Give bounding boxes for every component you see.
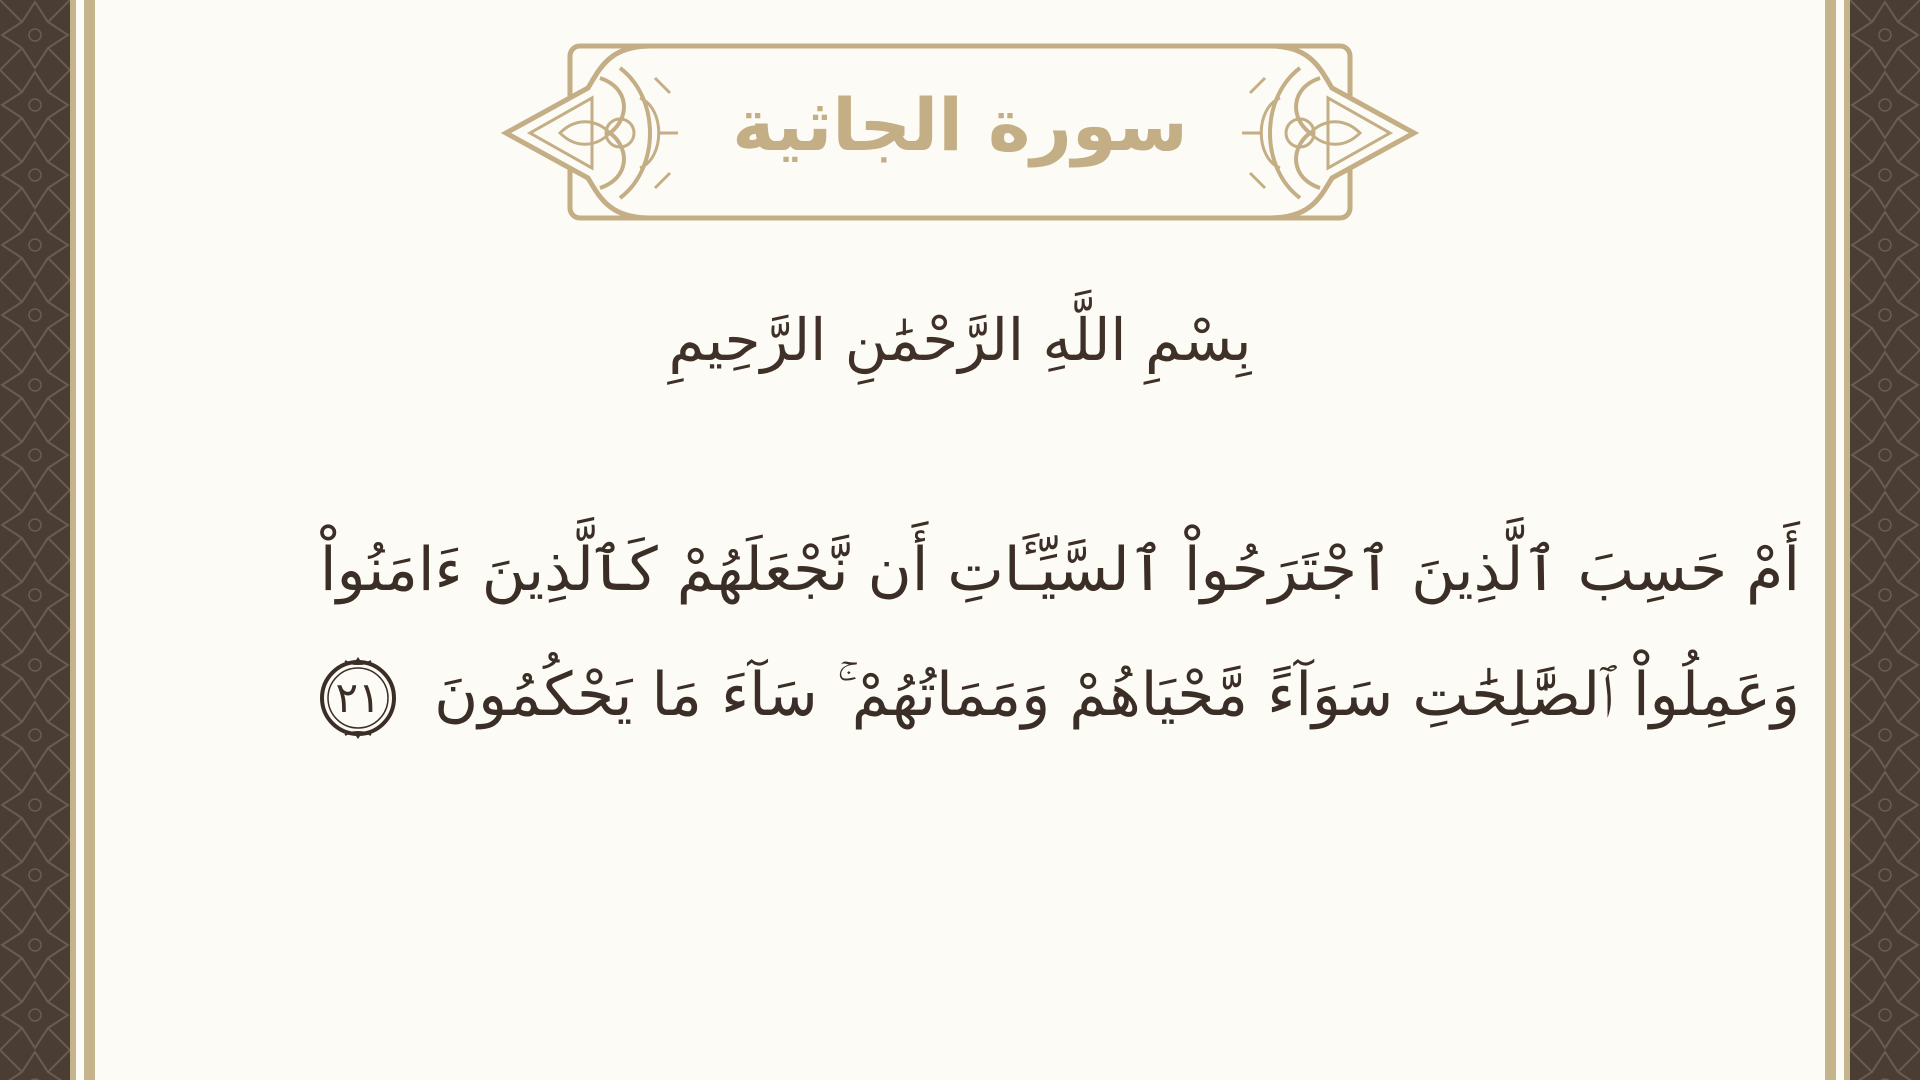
basmala-calligraphy: بِسْمِ اللَّهِ الرَّحْمَٰنِ الرَّحِيمِ — [668, 306, 1252, 374]
ayah-number: ٢١ — [335, 673, 381, 723]
geometric-pattern-icon — [1850, 0, 1920, 1080]
ayah-marker — [315, 655, 401, 741]
left-gold-rule — [70, 0, 76, 1080]
verse-line-2-text: وَعَمِلُواْ ٱلصَّٰلِحَٰتِ سَوَآءً مَّحْيَاهُمْ وَمَمَاتُهُمْ ۚ سَآءَ مَا يَحْكُمُونَ — [434, 660, 1800, 730]
right-pattern-border — [1850, 0, 1920, 1080]
geometric-pattern-icon — [0, 0, 70, 1080]
verse-line-1: أَمْ حَسِبَ ٱلَّذِينَ ٱجْتَرَحُواْ ٱلسَّيِّـَٔاتِ أَن نَّجْعَلَهُمْ كَٱلَّذِينَ ءَامَنُواْ — [319, 535, 1800, 605]
left-pattern-border — [0, 0, 70, 1080]
surah-title: سورة الجاثية — [732, 83, 1188, 167]
right-gold-band — [1824, 0, 1836, 1080]
verse-line-2 — [300, 635, 1800, 755]
